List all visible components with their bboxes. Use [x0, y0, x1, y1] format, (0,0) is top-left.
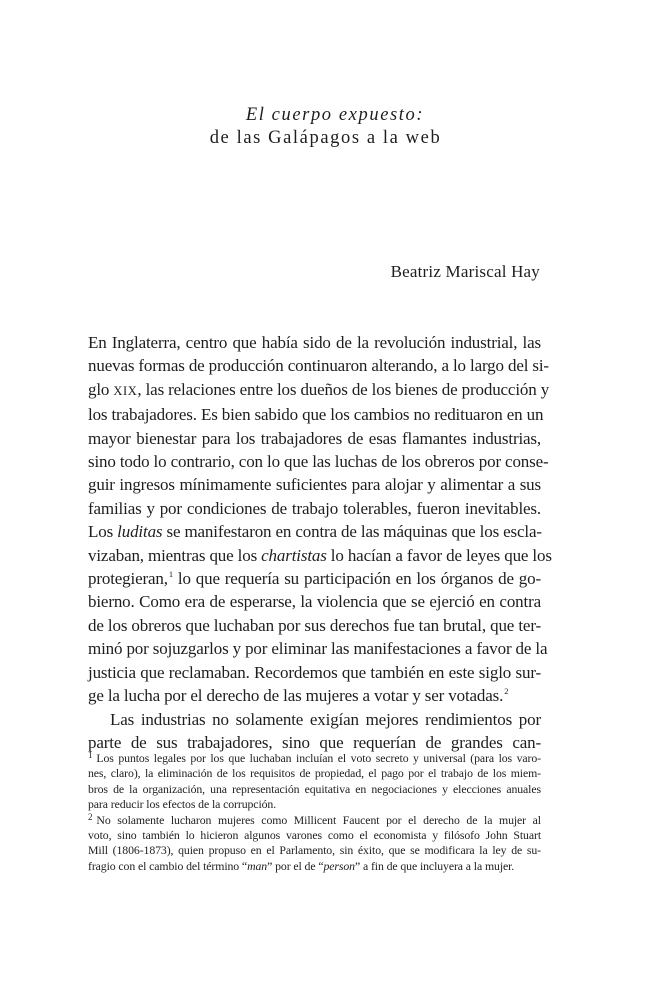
body-line: Las industrias no solamente exigían mejores rendimientos por: [110, 709, 541, 729]
body-line: Los luditas se manifestaron en contra de las máquinas que los escla-: [88, 522, 542, 542]
body-line: familias y por condiciones de trabajo tolerables, fueron inevitables.: [88, 498, 541, 518]
body-line: bierno. Como era de esperarse, la violencia que se ejerció en contra: [88, 592, 541, 612]
chapter-title-line-2: de las Galápagos a la web: [209, 128, 442, 148]
footnote-1-line: para reducir los efectos de la corrupción.: [88, 797, 277, 812]
chapter-title-line-1: El cuerpo expuesto:: [245, 105, 425, 125]
body-line: los trabajadores. Es bien sabido que los cambios no redituaron en un: [88, 405, 544, 425]
footnote-ref-2[interactable]: 2: [504, 686, 509, 697]
footnote-2-line: Mill (1806-1873), quien propuso en el Parlamento, sin éxito, que se modificara la ley de su-: [88, 843, 541, 858]
body-line: glo XIX, las relaciones entre los dueños de los bienes de producción y: [88, 379, 550, 399]
footnote-ref-1[interactable]: 1: [168, 569, 173, 580]
body-line: sino todo lo contrario, con lo que las luchas de los obreros por conse-: [88, 452, 549, 472]
chapter-title: [0, 104, 650, 149]
author-name: Beatriz Mariscal Hay: [390, 262, 540, 281]
footnote-2-line: fragio con el cambio del término “man” por el de “person” a fin de que incluyera a la mujer.: [88, 858, 515, 873]
body-line: protegieran,$^1$ lo que requería su participación en los órganos de go-: [88, 569, 541, 589]
footnote-number-1: 1: [88, 750, 93, 760]
body-line: nuevas formas de producción continuaron alterando, a lo largo del si-: [88, 356, 549, 376]
body-text: [88, 331, 552, 754]
body-line: vizaban, mientras que los chartistas lo hacían a favor de leyes que los: [88, 545, 552, 565]
footnote-1-line: $^1$ Los puntos legales por los que luchaban incluían el voto secreto y universal (para los varo-: [88, 750, 541, 765]
body-line: minó por sojuzgarlos y por eliminar las manifestaciones a favor de la: [88, 639, 548, 659]
body-line: ge la lucha por el derecho de las mujeres a votar y ser votadas.$^2$: [88, 686, 509, 706]
body-line: En Inglaterra, centro que había sido de la revolución industrial, las: [88, 333, 541, 352]
footnote-2-line: $^2$ No solamente lucharon mujeres como Millicent Faucent por el derecho de la mujer al: [88, 811, 541, 827]
footnote-1-line: bros de la organización, una representación equitativa en negociaciones y elecciones anuales: [88, 781, 541, 796]
body-line: de los obreros que luchaban por sus derechos fue tan brutal, que ter-: [88, 615, 541, 635]
footnote-1-line: nes, claro), la eliminación de los requisitos de propiedad, el pago por el trabajo de los miem-: [88, 766, 541, 781]
footnote-2-line: voto, sino también lo hicieron algunos varones como el economista y filósofo John Stuart: [88, 828, 541, 843]
body-line: parte de sus trabajadores, sino que requerían de grandes can-: [88, 732, 541, 752]
body-line: mayor bienestar para los trabajadores de esas flamantes industrias,: [88, 428, 541, 448]
footnotes: [88, 751, 541, 874]
footnote-number-2: 2: [88, 811, 93, 822]
body-line: guir ingresos mínimamente suficientes para alojar y alimentar a sus: [88, 475, 541, 495]
body-line: justicia que reclamaban. Recordemos que también en este siglo sur-: [88, 662, 541, 682]
